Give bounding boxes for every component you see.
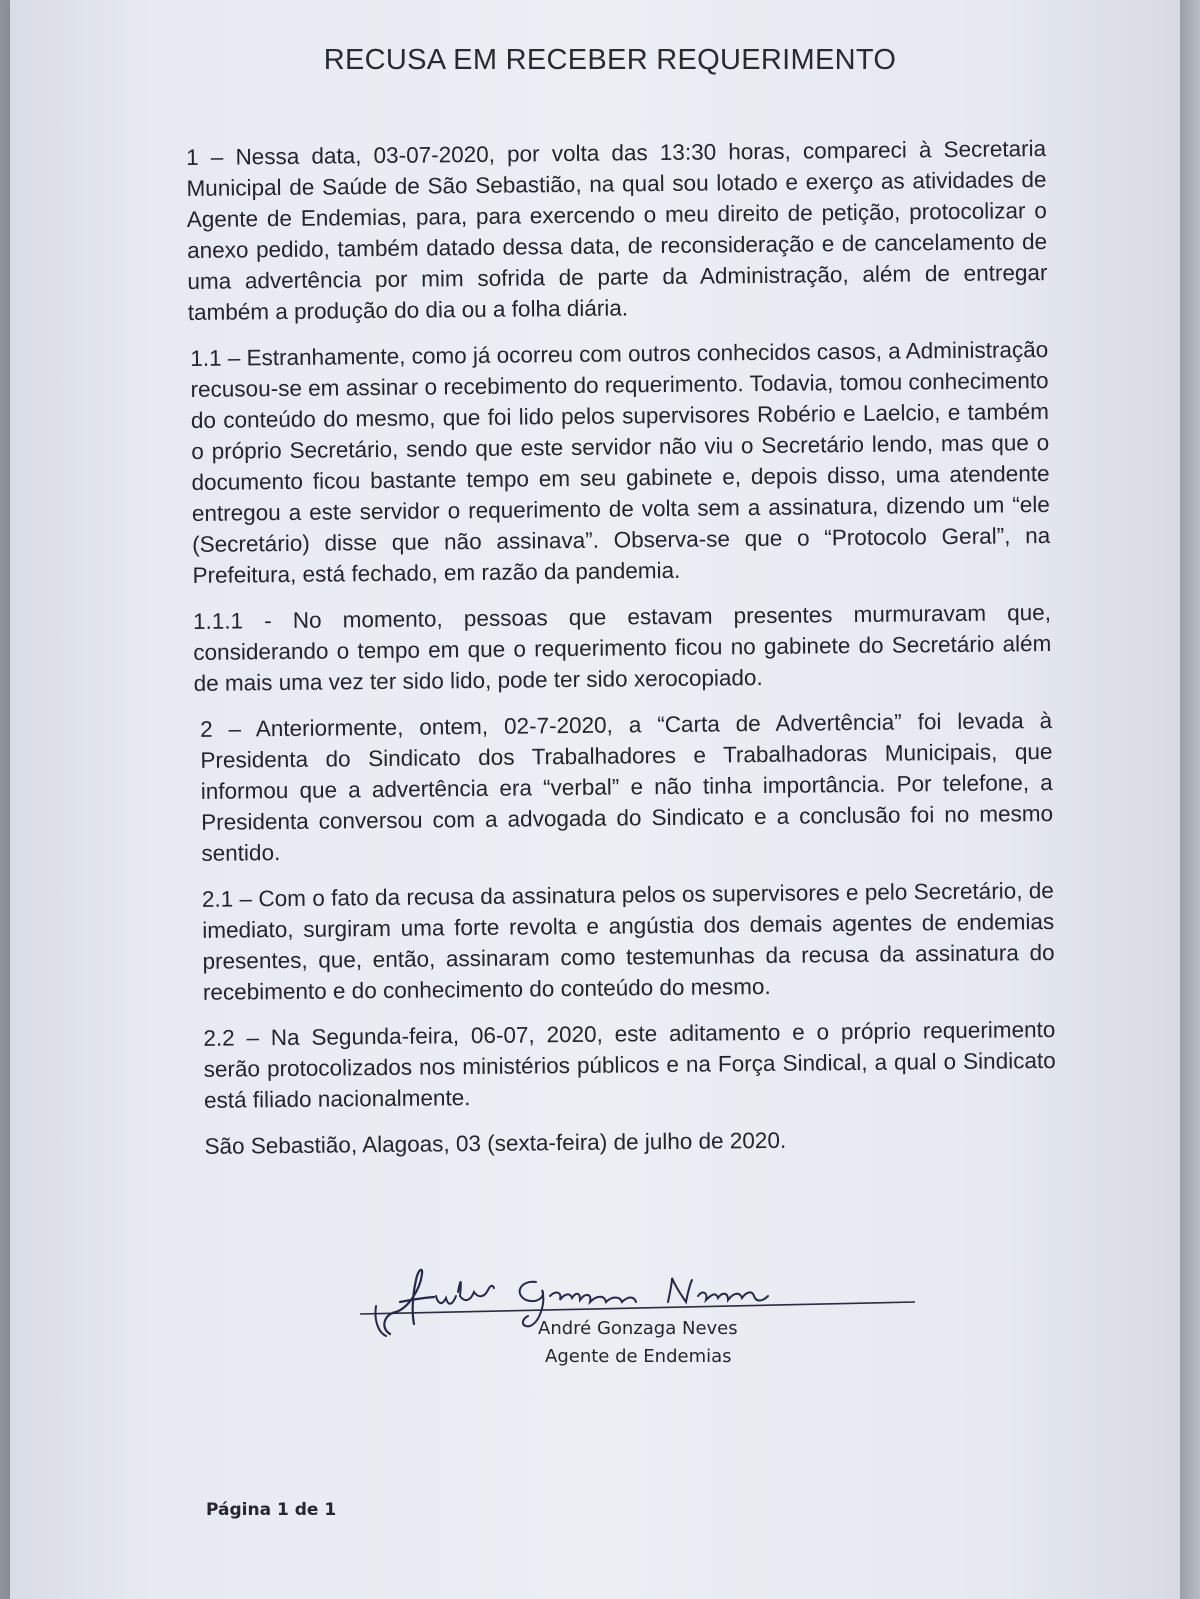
document-title: RECUSA EM RECEBER REQUERIMENTO [323, 44, 897, 76]
document-page [10, 0, 1182, 1599]
background-edge [1180, 0, 1200, 1599]
paragraph-2-1: 2.1 – Com o fato da recusa da assinatura pelos os supervisores e pelo Secretário, de imediato, surgiram uma forte revolta e angústia dos demais agentes de endemias presentes, que, então, assinaram como testemunhas da recusa da assinatura do recebimento e do conhecimento do conteúdo do mesmo. [201, 877, 1055, 1005]
paragraph-1-1: 1.1 – Estranhamente, como já ocorreu com outros conhecidos casos, a Administração recusou-se em assinar o recebimento do requerimento. Todavia, tomou conhecimento do conteúdo do mesmo, que foi lido pelos supervisores Robério e Laelcio, e também o próprio Secretário, sendo que este servidor não viu o Secretário lendo, mas que o documento ficou bastante tempo em seu gabinete e, depois disso, uma atendente entregou a este servidor o requerimento de volta sem a assinatura, dizendo um “ele (Secretário) disse que não assinava”. Observa-se que o “Protocolo Geral”, na Prefeitura, está fechado, em razão da pandemia. [190, 336, 1051, 588]
paragraph-1: 1 – Nessa data, 03-07-2020, por volta das 13:30 horas, compareci à Secretaria Municipal de Saúde de São Sebastião, na qual sou lotado e exerço as atividades de Agente de Endemias, para, para exercendo o meu direito de petição, protocolizar o anexo pedido, também datado dessa data, de reconsideração e de cancelamento de uma advertência por mim sofrida de parte da Administração, além de entregar também a produção do dia ou a folha diária. [186, 135, 1048, 325]
place-and-date: São Sebastião, Alagoas, 03 (sexta-feira) de julho de 2020. [204, 1127, 787, 1159]
document-body [186, 133, 1057, 1177]
paragraph-2-2: 2.2 – Na Segunda-feira, 06-07, 2020, este aditamento e o próprio requerimento serão protocolizados nos ministérios públicos e na Força Sindical, a qual o Sindicato está filiado nacionalmente. [203, 1016, 1056, 1113]
paragraph-2: 2 – Anteriormente, ontem, 02-7-2020, a “Carta de Advertência” foi levada à Presidenta do Sindicato dos Trabalhadores e Trabalhadoras Municipais, que informou que a advertência era “verbal” e não tinha importância. Por telefone, a Presidenta conversou com a advogada do Sindicato e a conclusão foi no mesmo sentido. [200, 707, 1054, 866]
signer-role: Agente de Endemias [545, 1346, 732, 1367]
page-number: Página 1 de 1 [206, 1500, 337, 1520]
signer-name: André Gonzaga Neves [538, 1318, 738, 1339]
paragraph-1-1-1: 1.1.1 - No momento, pessoas que estavam presentes murmuravam que, considerando o tempo em que o requerimento ficou no gabinete do Secretário além de mais uma vez ter sido lido, pode ter sido xerocopiado. [192, 599, 1052, 696]
signature-block [350, 1262, 930, 1372]
